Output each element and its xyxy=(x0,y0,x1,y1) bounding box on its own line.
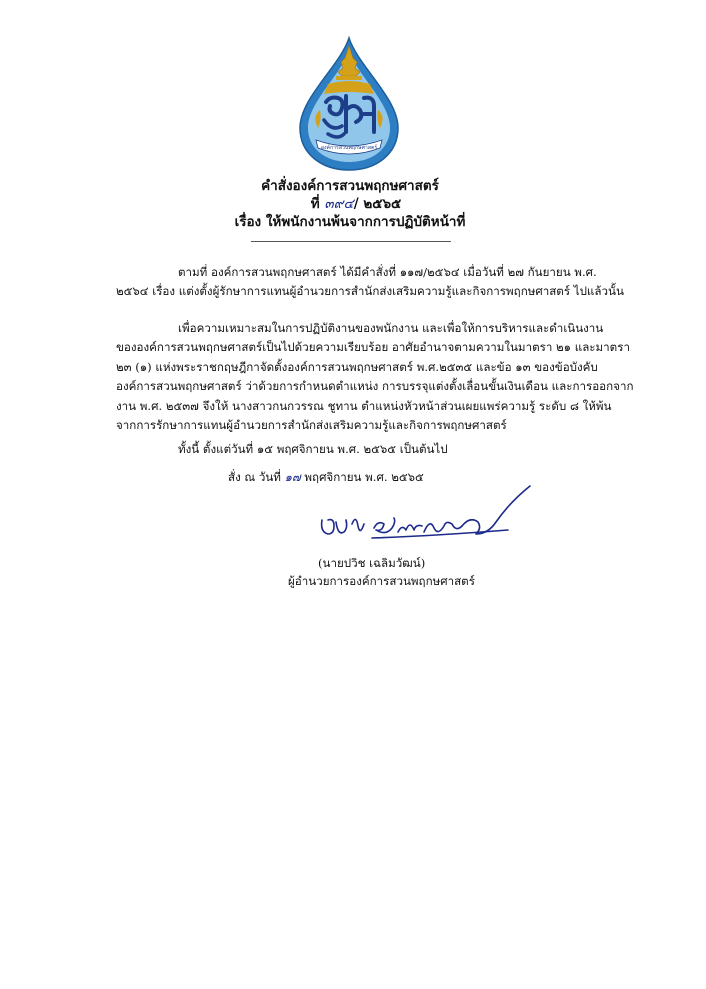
order-number-suffix: / ๒๕๖๕ xyxy=(353,196,402,212)
paragraph-order xyxy=(116,319,634,435)
order-date-suffix: พฤศจิกายน พ.ศ. ๒๕๖๕ xyxy=(304,470,424,484)
order-title: คำสั่งองค์การสวนพฤกษศาสตร์ xyxy=(261,178,439,194)
paragraph-line: งาน พ.ศ. ๒๕๓๗ จึงให้ นางสาวกนกวรรณ ชูทาน ตำแหน่งหัวหน้าส่วนเผยแพร่ความรู้ ระดับ ๘ ให้พ้น xyxy=(116,398,612,413)
signer-position: ผู้อำนวยการองค์การสวนพฤกษศาสตร์ xyxy=(288,574,475,588)
header-divider xyxy=(251,241,451,242)
paragraph-line: เพื่อความเหมาะสมในการปฏิบัติงานของพนักงาน และเพื่อให้การบริหารและดำเนินงาน xyxy=(178,321,604,335)
order-date-day: ๑๗ xyxy=(284,470,301,484)
paragraph-line: ๒๓ (๑) แห่งพระราชกฤษฎีกาจัดตั้งองค์การสวนพฤกษศาสตร์ พ.ศ.๒๕๓๕ และข้อ ๑๓ ของข้อบังคับ xyxy=(116,359,598,374)
paragraph-line: องค์การสวนพฤกษศาสตร์ ว่าด้วยการกำหนดตำแหน่ง การบรรจุแต่งตั้งเลื่อนขั้นเงินเดือน และการออกจาก xyxy=(116,379,634,394)
signature xyxy=(312,480,544,548)
order-date-prefix: สั่ง ณ วันที่ xyxy=(228,470,281,484)
order-number-prefix: ที่ xyxy=(310,196,320,212)
paragraph-line: จากการรักษาการแทนผู้อำนวยการสำนักส่งเสริมความรู้และกิจการพฤกษศาสตร์ xyxy=(116,418,507,433)
order-number-handwritten: ๓๙๔ xyxy=(324,196,354,212)
paragraph-line: ๒๕๖๔ เรื่อง แต่งตั้งผู้รักษาการแทนผู้อำนวยการสำนักส่งเสริมความรู้และกิจการพฤกษศาสตร์ ไปแล้วนั้น xyxy=(116,284,624,299)
order-subject: เรื่อง ให้พนักงานพ้นจากการปฏิบัติหน้าที่ xyxy=(234,214,466,230)
paragraph-reference xyxy=(116,263,624,302)
paragraph-line: ขององค์การสวนพฤกษศาสตร์เป็นไปด้วยความเรียบร้อย อาศัยอำนาจตามความในมาตรา ๒๑ และมาตรา xyxy=(116,340,630,355)
order-number xyxy=(6,196,706,212)
effective-date: ทั้งนี้ ตั้งแต่วันที่ ๑๕ พฤศจิกายน พ.ศ. ๒๕๖๕ เป็นต้นไป xyxy=(178,442,448,456)
paragraph-line: ตามที่ องค์การสวนพฤกษศาสตร์ ได้มีคำสั่งที่ ๑๑๗/๒๕๖๔ เมื่อวันที่ ๒๗ กันยายน พ.ศ. xyxy=(178,265,597,279)
signer-name: (นายปวิช เฉลิมวัฒน์) xyxy=(318,556,426,570)
botanical-garden-organization-seal-icon xyxy=(298,36,400,172)
seal-text: องค์การสวนพฤกษศาสตร์ xyxy=(320,145,378,151)
